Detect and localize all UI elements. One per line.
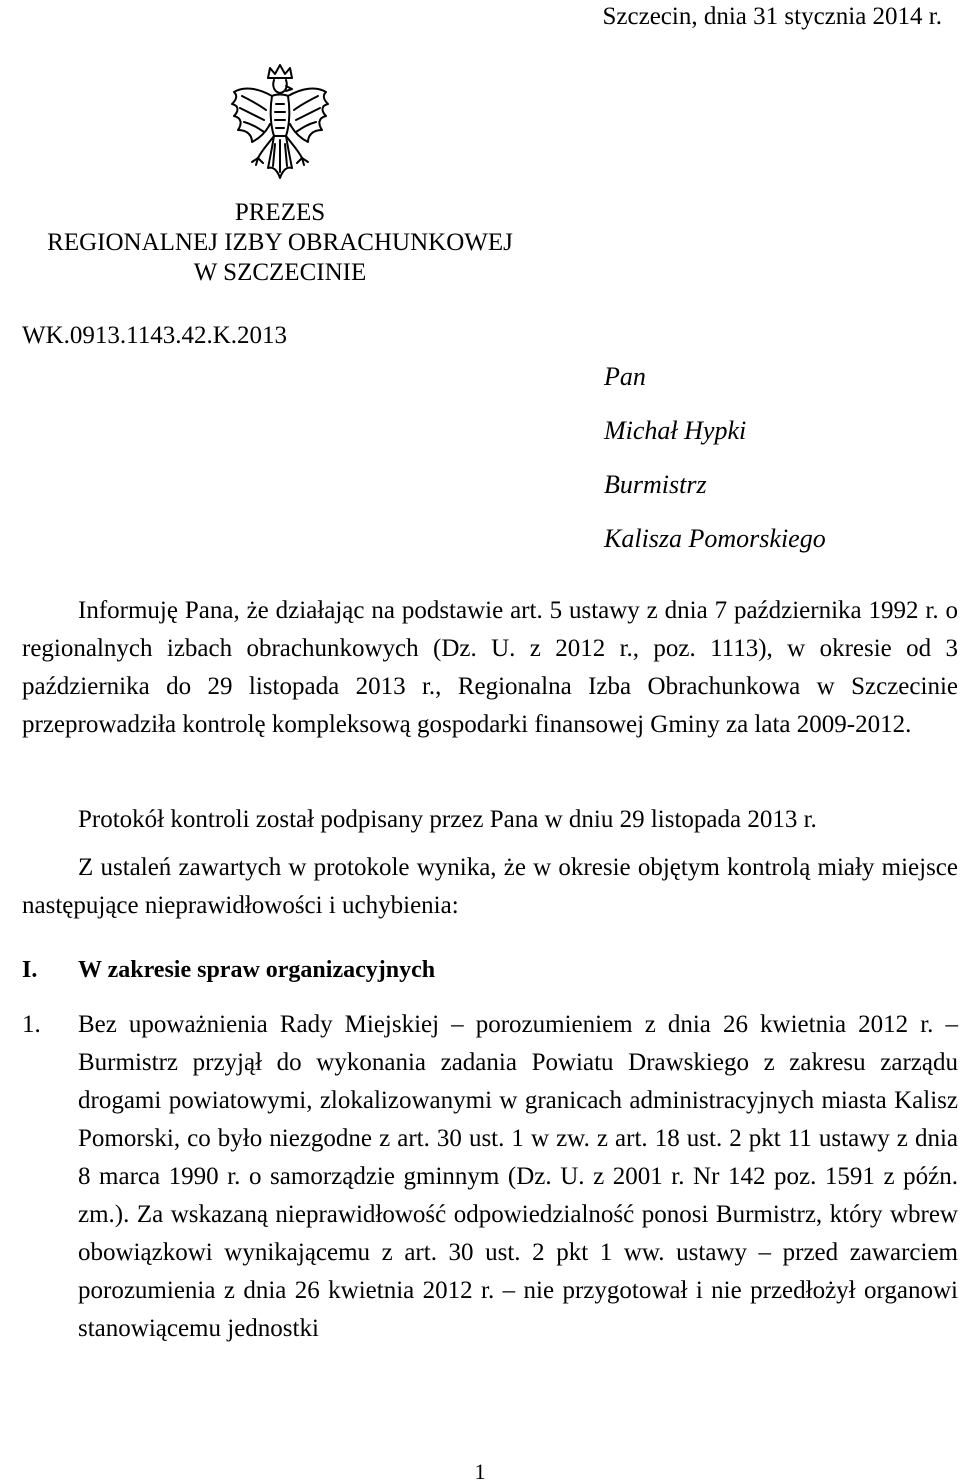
- recipient-name: Michał Hypki: [604, 416, 747, 445]
- item-number: 1.: [22, 1011, 41, 1038]
- section-number: I.: [22, 957, 38, 983]
- findings-paragraph: Z ustaleń zawartych w protokole wynika, że w okresie objętym kontrolą miały miejsce następujące nieprawidłowości i uchybienia:: [22, 854, 958, 919]
- place-date: Szczecin, dnia 31 stycznia 2014 r.: [602, 3, 942, 30]
- recipient-place: Kalisza Pomorskiego: [604, 524, 826, 553]
- protocol-paragraph: Protokół kontroli został podpisany przez Pana w dniu 29 listopada 2013 r.: [78, 806, 817, 833]
- recipient-block: [604, 360, 826, 576]
- eagle-emblem-icon: [228, 62, 332, 182]
- sender-line-1: PREZES: [234, 199, 326, 226]
- sender-authority: [22, 198, 538, 288]
- intro-paragraph: Informuję Pana, że działając na podstawie art. 5 ustawy z dnia 7 października 1992 r. o regionalnych izbach obrachunkowych (Dz. U. z 2012 r., poz. 1113), w okresie od 3 października do 29 listopada 2013 r., Regionalna Izba Obrachunkowa w Szczecinie przeprowadziła kontrolę kompleksową gospodarki finansowej Gminy za lata 2009-2012.: [22, 597, 958, 738]
- item-text: Bez upoważnienia Rady Miejskiej – porozumieniem z dnia 26 kwietnia 2012 r. – Burmistrz przyjął do wykonania zadania Powiatu Drawskiego z zakresu zarządu drogami powiatowymi, zlokalizowanymi w granicach administracyjnych miasta Kalisz Pomorski, co było niezgodne z art. 30 ust. 1 w zw. z art. 18 ust. 2 pkt 11 ustawy z dnia 8 marca 1990 r. o samorządzie gminnym (Dz. U. z 2001 r. Nr 142 poz. 1591 z późn. zm.). Za wskazaną nieprawidłowość odpowiedzialność ponosi Burmistrz, który wbrew obowiązkowi wynikającemu z art. 30 ust. 2 pkt 1 ww. ustawy – przed zawarciem porozumienia z dnia 26 kwietnia 2012 r. – nie przygotował i nie przedłożył organowi stanowiącemu jednostki: [78, 1011, 958, 1342]
- recipient-title: Burmistrz: [604, 470, 707, 499]
- sender-line-2: REGIONALNEJ IZBY OBRACHUNKOWEJ: [47, 229, 513, 256]
- sender-line-3: W SZCZECINIE: [193, 259, 367, 286]
- page-number: 1: [474, 1459, 486, 1484]
- reference-number: WK.0913.1143.42.K.2013: [22, 322, 288, 349]
- recipient-salutation: Pan: [604, 362, 646, 391]
- section-title: W zakresie spraw organizacyjnych: [78, 957, 436, 983]
